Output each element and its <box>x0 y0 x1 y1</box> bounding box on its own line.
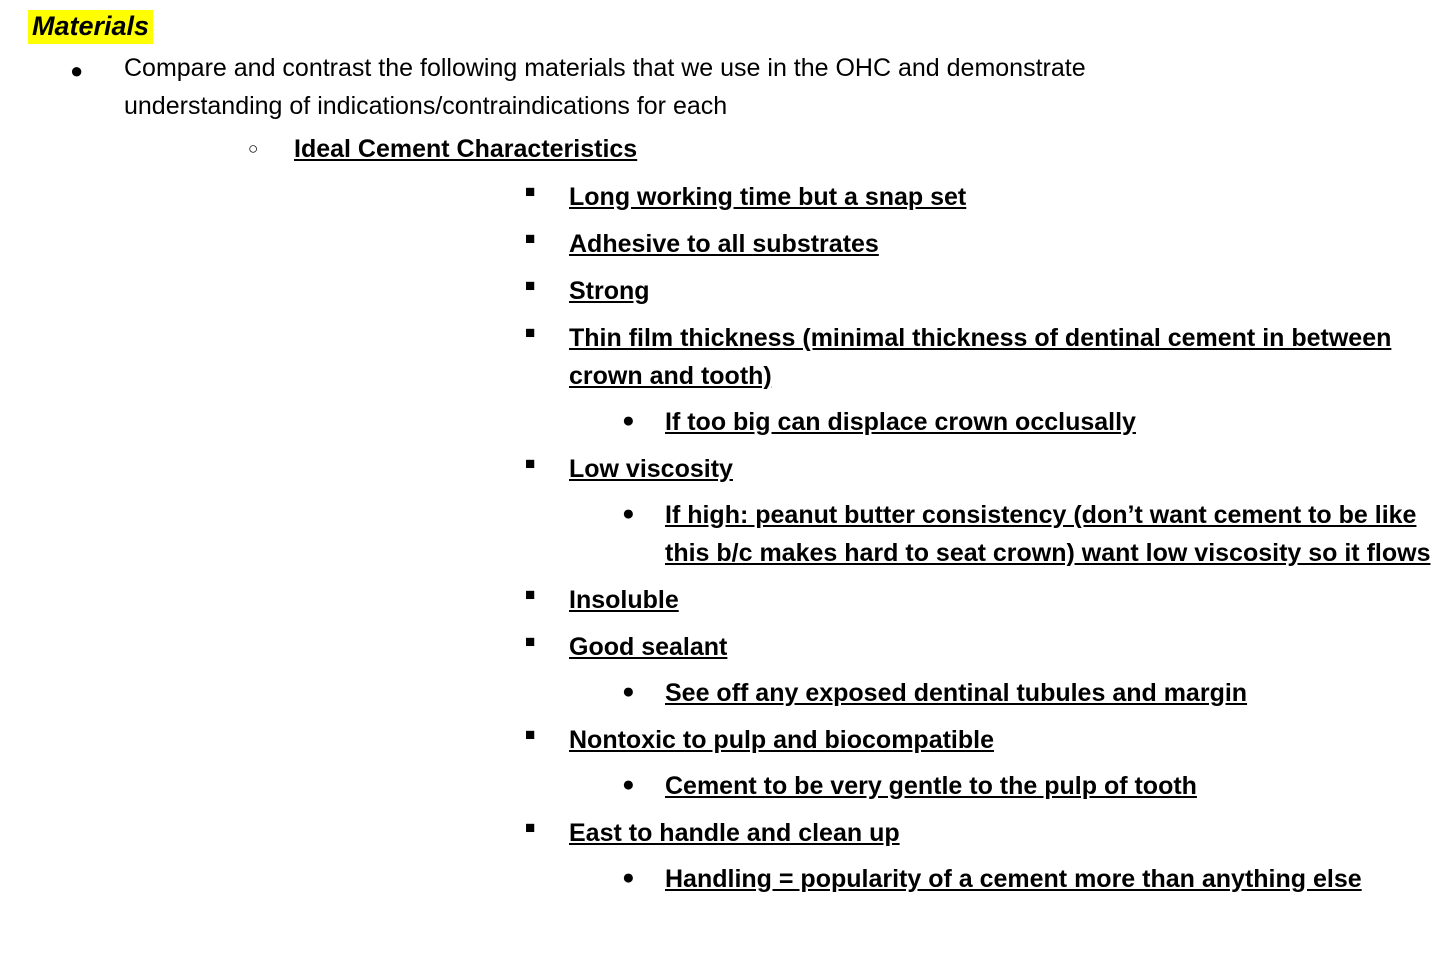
list-item <box>525 319 1440 441</box>
list-item <box>622 860 1440 898</box>
disc-bullet-icon: ● <box>622 408 635 432</box>
outline-level4 <box>525 403 1440 441</box>
square-bullet-icon: ■ <box>525 453 536 473</box>
outline-text-l4: If too big can displace crown occlusally <box>665 407 1136 436</box>
list-item <box>70 50 1440 898</box>
outline-text-l4: Handling = popularity of a cement more than anything else <box>665 864 1362 893</box>
outline-text-l3: Long working time but a snap set <box>569 182 967 211</box>
disc-bullet-icon: ● <box>622 772 635 796</box>
outline-text-l3: Adhesive to all substrates <box>569 229 879 258</box>
list-item <box>525 721 1440 805</box>
list-item <box>525 178 1440 216</box>
square-bullet-icon: ■ <box>525 817 536 837</box>
disc-bullet-icon: ● <box>70 58 84 84</box>
outline-level4 <box>525 860 1440 898</box>
outline-text-l3: Strong <box>569 276 650 305</box>
outline-text-l3: Insoluble <box>569 585 679 614</box>
outline-text-l4: Cement to be very gentle to the pulp of tooth <box>665 771 1197 800</box>
list-item <box>525 225 1440 263</box>
disc-bullet-icon: ● <box>622 501 635 525</box>
square-bullet-icon: ■ <box>525 631 536 651</box>
list-item <box>622 674 1440 712</box>
outline-text-l4: See off any exposed dentinal tubules and margin <box>665 678 1248 707</box>
outline-text-l3: East to handle and clean up <box>569 818 900 847</box>
outline-text-l3: Nontoxic to pulp and biocompatible <box>569 725 994 754</box>
outline-text-l3: Low viscosity <box>569 454 733 483</box>
outline-level4 <box>525 674 1440 712</box>
list-item <box>525 814 1440 898</box>
outline-root <box>0 50 1440 898</box>
list-item <box>248 131 1440 898</box>
circle-bullet-icon: ○ <box>248 139 259 159</box>
outline-level4 <box>525 496 1440 572</box>
disc-bullet-icon: ● <box>622 679 635 703</box>
list-item <box>622 767 1440 805</box>
list-item <box>525 628 1440 712</box>
list-item <box>622 403 1440 441</box>
outline-text-l3: Thin film thickness (minimal thickness of dentinal cement in between crown and tooth) <box>569 323 1392 390</box>
square-bullet-icon: ■ <box>525 724 536 744</box>
outline-heading-ideal-cement-characteristics: Ideal Cement Characteristics <box>294 135 638 164</box>
outline-level2 <box>70 131 1440 898</box>
list-item <box>622 496 1440 572</box>
outline-text-l1: Compare and contrast the following materials that we use in the OHC and demonstrate understanding of indications/contraindications for each <box>124 54 1086 120</box>
list-item <box>525 272 1440 310</box>
square-bullet-icon: ■ <box>525 275 536 295</box>
square-bullet-icon: ■ <box>525 584 536 604</box>
outline-level4 <box>525 767 1440 805</box>
list-item <box>525 450 1440 572</box>
page-title: Materials <box>28 10 153 44</box>
outline-text-l3: Good sealant <box>569 632 728 661</box>
disc-bullet-icon: ● <box>622 865 635 889</box>
outline-level3 <box>248 178 1440 898</box>
square-bullet-icon: ■ <box>525 322 536 342</box>
outline-text-l4: If high: peanut butter consistency (don’t want cement to be like this b/c makes hard to seat crown) want low viscosity so it flows <box>665 500 1431 567</box>
square-bullet-icon: ■ <box>525 181 536 201</box>
list-item <box>525 581 1440 619</box>
square-bullet-icon: ■ <box>525 228 536 248</box>
